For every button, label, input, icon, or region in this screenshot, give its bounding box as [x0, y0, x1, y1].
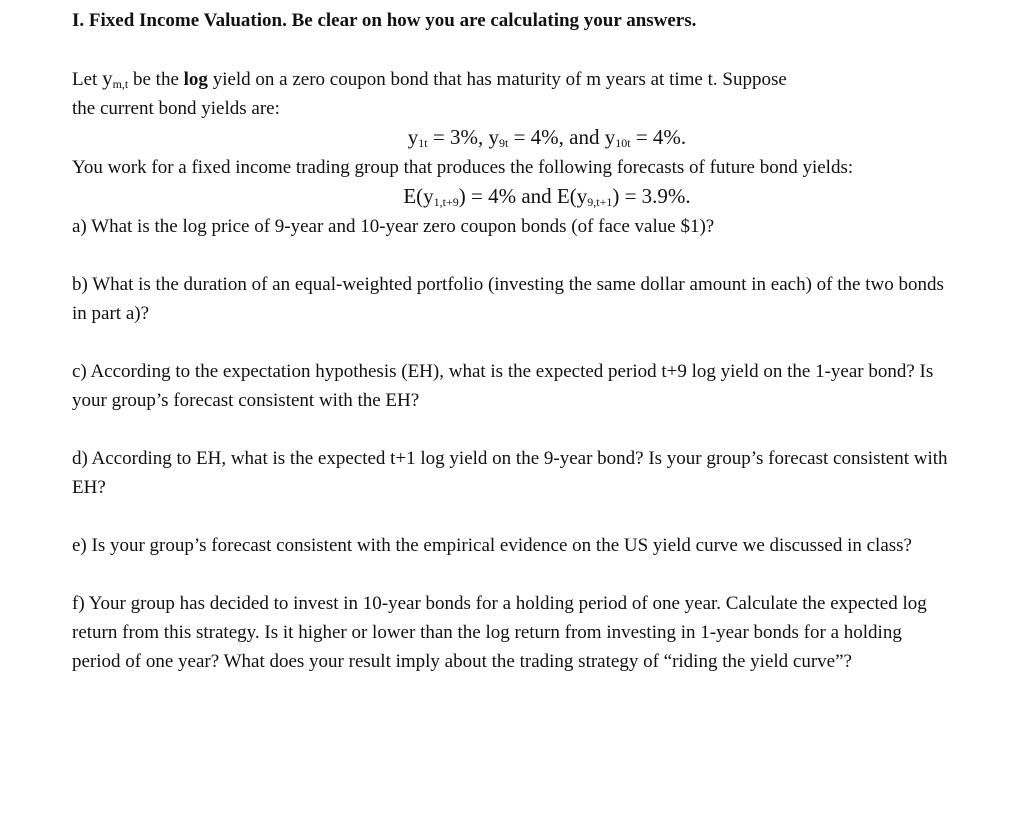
forecast-e2-close: ) = 3.9%.	[612, 184, 691, 208]
question-f: f) Your group has decided to invest in 10-year bonds for a holding period of one year. Calculate the expected log return from this strategy. Is it higher or lower than the log return from investing in 1-year bonds for a holding period of one year? What does your result imply about the trading strategy of “riding the yield curve”?	[72, 593, 927, 672]
section-heading: I. Fixed Income Valuation. Be clear on how you are calculating your answers.	[72, 10, 697, 31]
forecast-e1-open: E(y	[403, 184, 434, 208]
forecast-equation	[72, 182, 952, 212]
intro-paragraph	[72, 64, 952, 123]
y10t-value: = 4%.	[630, 125, 687, 149]
intro-rest: yield on a zero coupon bond that has maturity of m years at time t. Suppose	[207, 69, 787, 90]
y10t-subscript: 10t	[615, 136, 631, 150]
intro-text	[72, 64, 952, 123]
forecast-e2-subscript: 9,t+1	[587, 195, 613, 209]
y9t-value: = 4%, and	[508, 125, 605, 149]
forecast-e1-close: ) = 4% and E(y	[458, 184, 588, 208]
question-a: a) What is the log price of 9-year and 10-year zero coupon bonds (of face value $1)?	[72, 216, 715, 237]
intro-let: Let	[72, 69, 103, 90]
y1t-subscript: 1t	[418, 136, 428, 150]
question-d: d) According to EH, what is the expected t+1 log yield on the 9-year bond? Is your group’s forecast consistent with EH?	[72, 448, 948, 498]
forecast-e1-subscript: 1,t+9	[433, 195, 459, 209]
document-page	[72, 6, 952, 676]
yield-subscript: m,t	[112, 77, 129, 91]
question-e: e) Is your group’s forecast consistent with the empirical evidence on the US yield curve we discussed in class?	[72, 535, 912, 556]
y1t-value: = 3%,	[427, 125, 489, 149]
forecast-intro: You work for a fixed income trading group that produces the following forecasts of future bond yields:	[72, 157, 854, 178]
current-yields-equation: $y_{1t} = 3\%$, $y_{9t} = 4\%$, and $y_{10t} = 4\%$.	[407, 125, 687, 150]
question-b: b) What is the duration of an equal-weighted portfolio (investing the same dollar amount in each) of the two bonds in part a)?	[72, 274, 944, 324]
yield-symbol: $y_{m,t}$	[102, 66, 129, 91]
question-c: c) According to the expectation hypothesis (EH), what is the expected period t+9 log yield on the 1-year bond? Is your group’s forecast consistent with the EH?	[72, 361, 934, 411]
intro-line2: the current bond yields are:	[72, 98, 280, 119]
log-word: log	[183, 69, 208, 90]
intro-be-the: be the	[128, 69, 184, 90]
y9t-subscript: 9t	[498, 136, 509, 150]
